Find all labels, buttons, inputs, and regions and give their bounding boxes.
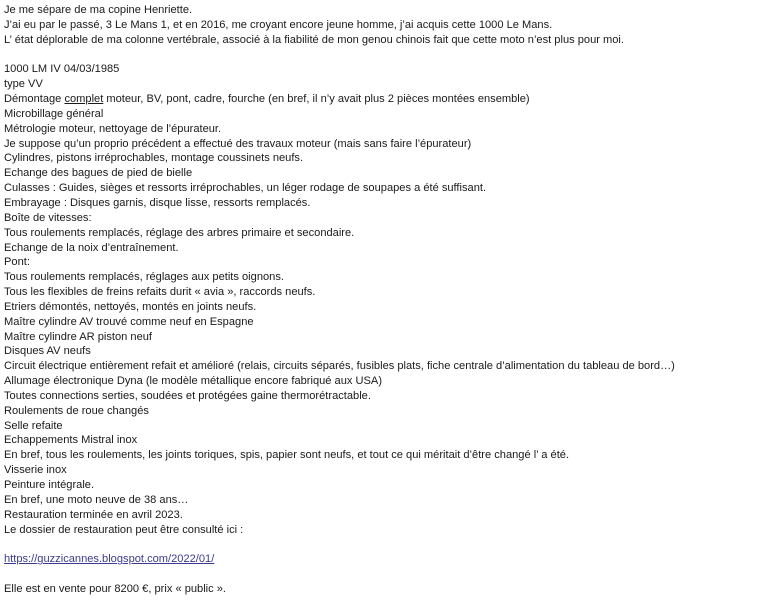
- detail-line: Circuit électrique entièrement refait et amélioré (relais, circuits séparés, fusibles plats, fiche centrale d’alimentation du tableau de bord…): [4, 360, 675, 373]
- intro-line: Je me sépare de ma copine Henriette.: [4, 4, 193, 16]
- detail-line: Boîte de vitesses:: [4, 211, 92, 224]
- sale-price-line: Elle est en vente pour 8200 €, prix « public ».: [4, 582, 227, 595]
- model-line: 1000 LM IV 04/03/1985: [4, 63, 120, 76]
- detail-line: Culasses : Guides, sièges et ressorts irréprochables, un léger rodage de soupapes a été suffisant.: [4, 182, 487, 195]
- detail-line: En bref, tous les roulements, les joints toriques, spis, papier sont neufs, et tout ce qui méritait d’être changé l’ a été.: [4, 449, 570, 462]
- detail-line: Le dossier de restauration peut être consulté ici :: [4, 523, 244, 536]
- detail-line: Microbillage général: [4, 107, 104, 120]
- detail-line: Visserie inox: [4, 464, 67, 477]
- detail-line: Maître cylindre AR piston neuf: [4, 330, 152, 343]
- detail-line: Disques AV neufs: [4, 345, 91, 358]
- detail-line: Roulements de roue changés: [4, 404, 149, 417]
- detail-line: Restauration terminée en avril 2023.: [4, 508, 183, 521]
- dismantling-underlined-word: complet: [64, 93, 104, 106]
- intro-line: J’ai eu par le passé, 3 Le Mans 1, et en 2016, me croyant encore jeune homme, j’ai acquis cette 1000 Le Mans.: [4, 18, 553, 31]
- restoration-blog-link[interactable]: https://guzzicannes.blogspot.com/2022/01/: [4, 553, 215, 566]
- dismantling-line: [4, 92, 760, 107]
- detail-line: Echappements Mistral inox: [4, 434, 138, 447]
- detail-line: Selle refaite: [4, 419, 63, 432]
- detail-line: Tous roulements remplacés, réglages aux petits oignons.: [4, 271, 284, 284]
- detail-line: Toutes connections serties, soudées et protégées gaine thermorétractable.: [4, 389, 371, 402]
- blank-line: [4, 48, 760, 63]
- detail-line: Maître cylindre AV trouvé comme neuf en Espagne: [4, 315, 254, 328]
- detail-line: Embrayage : Disques garnis, disque lisse, ressorts remplacés.: [4, 196, 311, 209]
- detail-line: Echange de la noix d’entraînement.: [4, 241, 179, 254]
- detail-line: Allumage électronique Dyna (le modèle métallique encore fabriqué aux USA): [4, 375, 383, 388]
- detail-line: Peinture intégrale.: [4, 479, 95, 491]
- dismantling-suffix: moteur, BV, pont, cadre, fourche (en bref, il n’y avait plus 2 pièces montées ensemble): [103, 93, 530, 106]
- blank-line: [4, 567, 760, 582]
- detail-line: Pont:: [4, 256, 30, 269]
- detail-line: Echange des bagues de pied de bielle: [4, 167, 193, 180]
- detail-line: Tous les flexibles de freins refaits durit « avia », raccords neufs.: [4, 286, 316, 299]
- document-body: [4, 3, 760, 597]
- detail-line: Je suppose qu’un proprio précédent a effectué des travaux moteur (mais sans faire l’épurateur): [4, 137, 472, 150]
- detail-line: Cylindres, pistons irréprochables, montage coussinets neufs.: [4, 152, 304, 165]
- blank-line: [4, 537, 760, 552]
- detail-line: En bref, une moto neuve de 38 ans…: [4, 493, 189, 506]
- detail-line: Métrologie moteur, nettoyage de l’épurateur.: [4, 122, 222, 135]
- detail-line: Etriers démontés, nettoyés, montés en joints neufs.: [4, 300, 257, 313]
- type-line: type VV: [4, 78, 43, 91]
- dismantling-prefix: Démontage: [4, 93, 65, 106]
- intro-line: L’ état déplorable de ma colonne vertébrale, associé à la fiabilité de mon genou chinois fait que cette moto n’est plus pour moi.: [4, 33, 624, 46]
- detail-line: Tous roulements remplacés, réglage des arbres primaire et secondaire.: [4, 226, 355, 239]
